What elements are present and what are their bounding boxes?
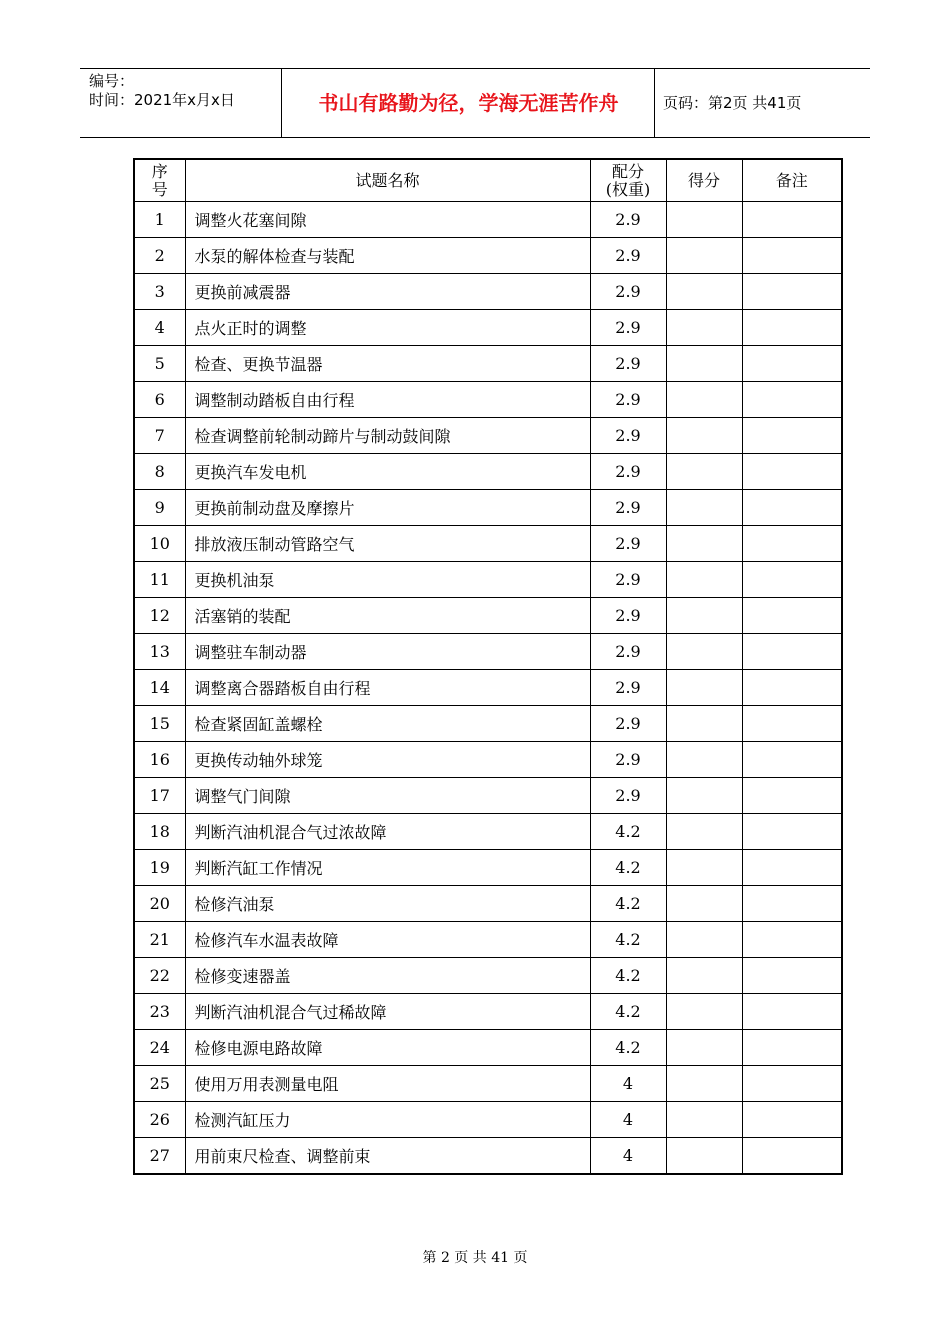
row-remarks-cell (742, 922, 842, 958)
row-item-name: 判断汽油机混合气过稀故障 (185, 994, 590, 1030)
row-weight: 2.9 (590, 202, 666, 238)
row-score-cell (666, 274, 742, 310)
row-score-cell (666, 814, 742, 850)
row-score-cell (666, 562, 742, 598)
row-index: 2 (134, 238, 185, 274)
table-row (134, 958, 842, 994)
table-row (134, 994, 842, 1030)
row-index: 14 (134, 670, 185, 706)
row-weight: 2.9 (590, 274, 666, 310)
row-index: 26 (134, 1102, 185, 1138)
row-score-cell (666, 310, 742, 346)
table-row (134, 1066, 842, 1102)
row-item-name: 点火正时的调整 (185, 310, 590, 346)
row-score-cell (666, 490, 742, 526)
table-row (134, 274, 842, 310)
row-weight: 4.2 (590, 1030, 666, 1066)
row-item-name: 调整离合器踏板自由行程 (185, 670, 590, 706)
row-remarks-cell (742, 742, 842, 778)
row-item-name: 调整气门间隙 (185, 778, 590, 814)
row-score-cell (666, 922, 742, 958)
row-weight: 2.9 (590, 346, 666, 382)
table-row (134, 382, 842, 418)
row-item-name: 调整制动踏板自由行程 (185, 382, 590, 418)
table-row (134, 1030, 842, 1066)
col-header-name: 试题名称 (185, 159, 590, 202)
row-remarks-cell (742, 670, 842, 706)
row-item-name: 检查调整前轮制动蹄片与制动鼓间隙 (185, 418, 590, 454)
row-score-cell (666, 238, 742, 274)
row-score-cell (666, 670, 742, 706)
row-weight: 4.2 (590, 994, 666, 1030)
row-remarks-cell (742, 274, 842, 310)
row-item-name: 检修电源电路故障 (185, 1030, 590, 1066)
row-item-name: 更换机油泵 (185, 562, 590, 598)
col-header-index (134, 159, 185, 202)
header-meta (89, 72, 235, 110)
table-row (134, 670, 842, 706)
row-weight: 4 (590, 1138, 666, 1175)
row-index: 23 (134, 994, 185, 1030)
row-remarks-cell (742, 418, 842, 454)
time-label: 时间：2021年x月x日 (89, 91, 235, 109)
row-remarks-cell (742, 1030, 842, 1066)
row-index: 24 (134, 1030, 185, 1066)
row-index: 7 (134, 418, 185, 454)
row-index: 16 (134, 742, 185, 778)
table-row (134, 886, 842, 922)
page-header (80, 68, 870, 138)
row-score-cell (666, 202, 742, 238)
row-index: 13 (134, 634, 185, 670)
row-score-cell (666, 1066, 742, 1102)
row-weight: 4 (590, 1102, 666, 1138)
row-index: 6 (134, 382, 185, 418)
row-item-name: 检修汽车水温表故障 (185, 922, 590, 958)
row-remarks-cell (742, 310, 842, 346)
row-weight: 2.9 (590, 454, 666, 490)
row-score-cell (666, 886, 742, 922)
row-score-cell (666, 382, 742, 418)
row-score-cell (666, 598, 742, 634)
row-weight: 2.9 (590, 382, 666, 418)
row-index: 22 (134, 958, 185, 994)
row-remarks-cell (742, 598, 842, 634)
row-remarks-cell (742, 454, 842, 490)
exam-items-table (133, 158, 843, 1175)
row-item-name: 检查紧固缸盖螺栓 (185, 706, 590, 742)
row-remarks-cell (742, 886, 842, 922)
row-index: 15 (134, 706, 185, 742)
table-row (134, 202, 842, 238)
row-score-cell (666, 1138, 742, 1175)
row-weight: 2.9 (590, 634, 666, 670)
row-index: 11 (134, 562, 185, 598)
row-weight: 2.9 (590, 310, 666, 346)
col-header-index-bottom: 号 (151, 179, 168, 199)
table-row (134, 346, 842, 382)
row-item-name: 调整驻车制动器 (185, 634, 590, 670)
row-score-cell (666, 1030, 742, 1066)
row-item-name: 检查、更换节温器 (185, 346, 590, 382)
row-weight: 2.9 (590, 526, 666, 562)
row-item-name: 更换传动轴外球笼 (185, 742, 590, 778)
table-row (134, 634, 842, 670)
table-row (134, 706, 842, 742)
row-item-name: 使用万用表测量电阻 (185, 1066, 590, 1102)
table-row (134, 778, 842, 814)
table-row (134, 1138, 842, 1175)
table-header-row (134, 159, 842, 202)
row-remarks-cell (742, 994, 842, 1030)
row-item-name: 检修汽油泵 (185, 886, 590, 922)
row-index: 19 (134, 850, 185, 886)
row-weight: 2.9 (590, 742, 666, 778)
row-index: 27 (134, 1138, 185, 1175)
table-row (134, 454, 842, 490)
row-remarks-cell (742, 490, 842, 526)
row-remarks-cell (742, 850, 842, 886)
table-row (134, 598, 842, 634)
row-score-cell (666, 418, 742, 454)
row-weight: 2.9 (590, 490, 666, 526)
table-row (134, 1102, 842, 1138)
row-score-cell (666, 454, 742, 490)
row-remarks-cell (742, 706, 842, 742)
row-index: 4 (134, 310, 185, 346)
row-score-cell (666, 958, 742, 994)
row-remarks-cell (742, 1066, 842, 1102)
table-row (134, 526, 842, 562)
row-score-cell (666, 778, 742, 814)
row-weight: 2.9 (590, 418, 666, 454)
row-item-name: 水泵的解体检查与装配 (185, 238, 590, 274)
row-weight: 2.9 (590, 670, 666, 706)
row-item-name: 检修变速器盖 (185, 958, 590, 994)
row-remarks-cell (742, 382, 842, 418)
row-remarks-cell (742, 814, 842, 850)
header-page-info: 页码：第2页 共41页 (663, 94, 802, 112)
row-score-cell (666, 634, 742, 670)
table-body (134, 202, 842, 1175)
row-item-name: 检测汽缸压力 (185, 1102, 590, 1138)
row-weight: 2.9 (590, 238, 666, 274)
col-header-weight-top: 配分 (611, 161, 644, 181)
row-weight: 4 (590, 1066, 666, 1102)
table-row (134, 742, 842, 778)
row-index: 21 (134, 922, 185, 958)
row-item-name: 活塞销的装配 (185, 598, 590, 634)
row-index: 1 (134, 202, 185, 238)
col-header-remarks: 备注 (742, 159, 842, 202)
row-index: 20 (134, 886, 185, 922)
header-divider (654, 69, 655, 137)
row-item-name: 判断汽油机混合气过浓故障 (185, 814, 590, 850)
row-item-name: 排放液压制动管路空气 (185, 526, 590, 562)
header-motto: 书山有路勤为径，学海无涯苦作舟 (318, 91, 619, 115)
table-row (134, 562, 842, 598)
row-remarks-cell (742, 562, 842, 598)
row-score-cell (666, 346, 742, 382)
table-row (134, 922, 842, 958)
row-index: 3 (134, 274, 185, 310)
table-row (134, 238, 842, 274)
row-remarks-cell (742, 958, 842, 994)
row-weight: 2.9 (590, 706, 666, 742)
table-row (134, 490, 842, 526)
row-index: 10 (134, 526, 185, 562)
row-remarks-cell (742, 526, 842, 562)
table-row (134, 418, 842, 454)
row-weight: 2.9 (590, 778, 666, 814)
row-item-name: 用前束尺检查、调整前束 (185, 1138, 590, 1175)
row-remarks-cell (742, 346, 842, 382)
row-index: 9 (134, 490, 185, 526)
row-weight: 4.2 (590, 958, 666, 994)
row-score-cell (666, 1102, 742, 1138)
row-item-name: 更换前减震器 (185, 274, 590, 310)
page-footer: 第 2 页 共 41 页 (422, 1250, 528, 1266)
row-score-cell (666, 994, 742, 1030)
row-item-name: 更换汽车发电机 (185, 454, 590, 490)
table-row (134, 814, 842, 850)
row-item-name: 更换前制动盘及摩擦片 (185, 490, 590, 526)
row-score-cell (666, 526, 742, 562)
row-weight: 2.9 (590, 562, 666, 598)
row-remarks-cell (742, 202, 842, 238)
row-remarks-cell (742, 634, 842, 670)
row-weight: 4.2 (590, 814, 666, 850)
row-index: 25 (134, 1066, 185, 1102)
row-score-cell (666, 850, 742, 886)
row-item-name: 判断汽缸工作情况 (185, 850, 590, 886)
table-row (134, 310, 842, 346)
row-index: 12 (134, 598, 185, 634)
row-index: 18 (134, 814, 185, 850)
row-score-cell (666, 706, 742, 742)
table-row (134, 850, 842, 886)
col-header-weight (590, 159, 666, 202)
row-weight: 4.2 (590, 922, 666, 958)
row-remarks-cell (742, 778, 842, 814)
row-index: 8 (134, 454, 185, 490)
row-remarks-cell (742, 1102, 842, 1138)
col-header-index-top: 序 (151, 161, 168, 181)
row-score-cell (666, 742, 742, 778)
number-label: 编号： (89, 72, 135, 90)
row-index: 17 (134, 778, 185, 814)
row-weight: 4.2 (590, 886, 666, 922)
row-item-name: 调整火花塞间隙 (185, 202, 590, 238)
row-weight: 4.2 (590, 850, 666, 886)
row-remarks-cell (742, 238, 842, 274)
row-index: 5 (134, 346, 185, 382)
col-header-weight-bottom: (权重) (605, 179, 651, 199)
row-remarks-cell (742, 1138, 842, 1175)
row-weight: 2.9 (590, 598, 666, 634)
col-header-score: 得分 (666, 159, 742, 202)
